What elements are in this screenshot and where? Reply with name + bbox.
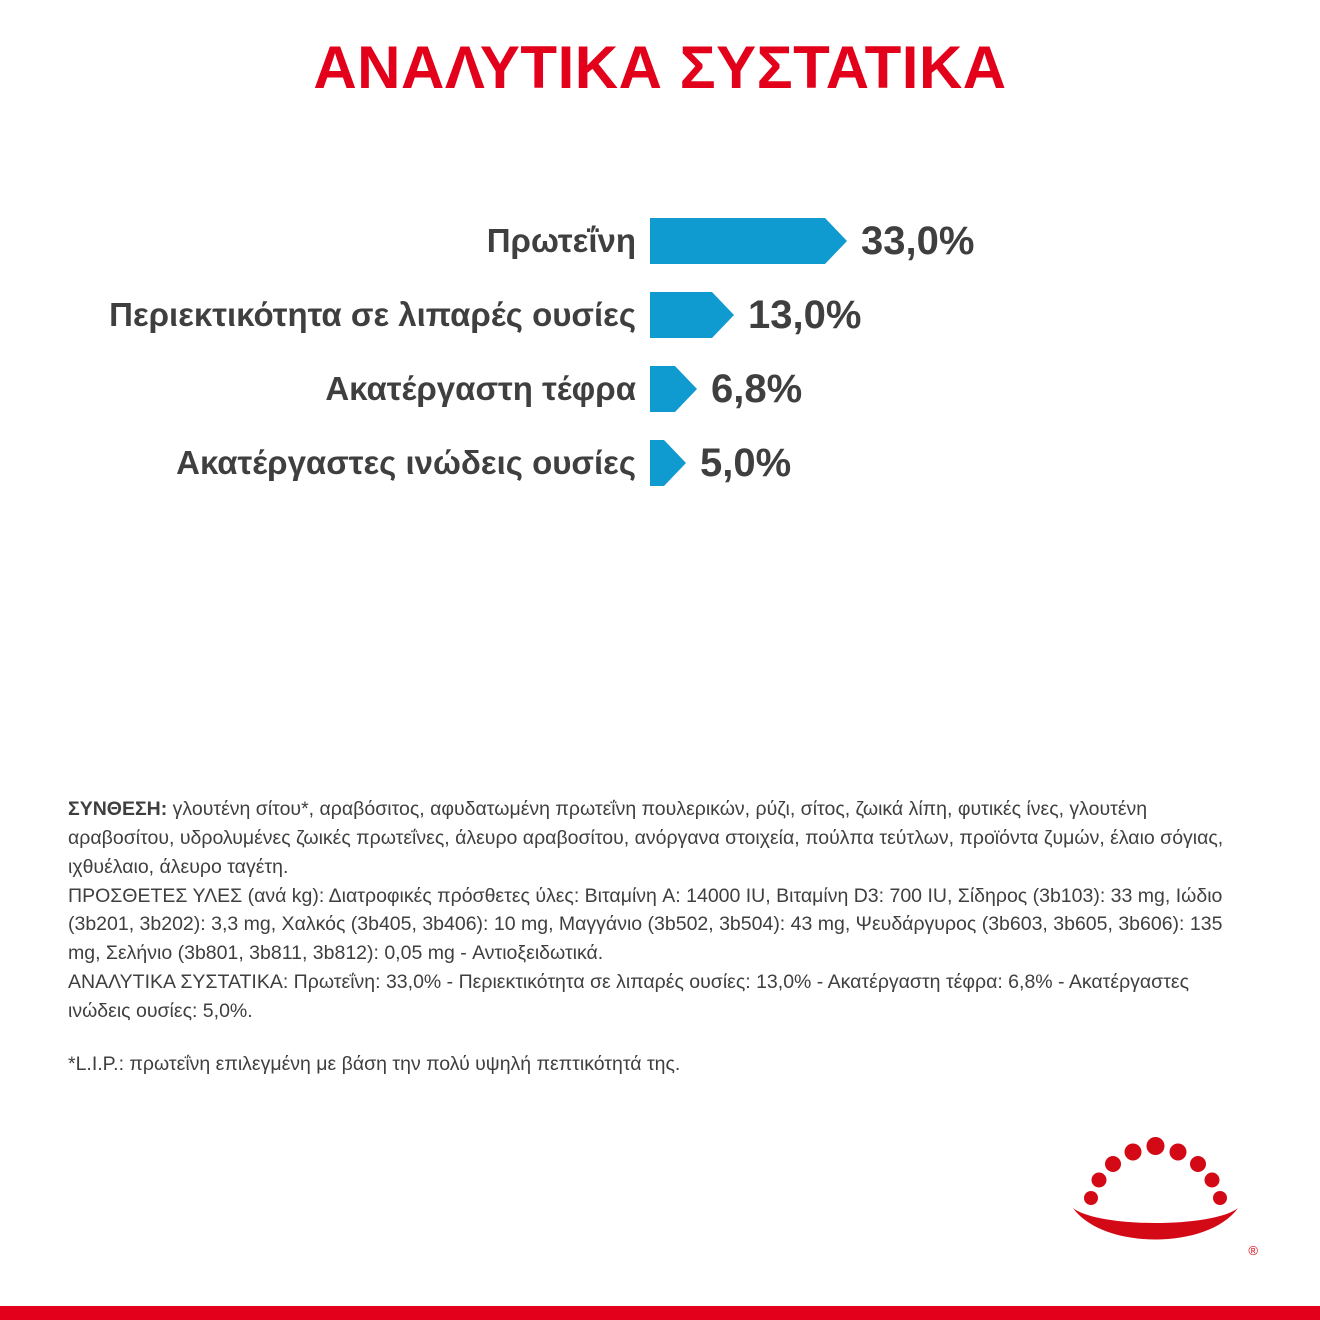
chart-row xyxy=(0,440,1320,486)
composition-ingredients-text: γλουτένη σίτου*, αραβόσιτος, αφυδατωμένη πρωτεΐνη πουλερικών, ρύζι, σίτος, ζωικά λίπη, φυτικές ίνες, γλουτένη αραβοσίτου, υδρολυμένες ζωικές πρωτεΐνες, άλευρο αραβοσίτου, ανόργανα στοιχεία, πούλπα τεύτλων, προϊόντα ζυμών, έλαιο σόγιας, ιχθυέλαιο, άλευρο ταγέτη. xyxy=(68,798,1224,878)
bottom-accent-bar xyxy=(0,1306,1320,1320)
chart-row xyxy=(0,366,1320,412)
analytical-constituents-chart xyxy=(0,218,1320,486)
chart-bar-value: 13,0% xyxy=(748,292,862,337)
chart-bar-wrap xyxy=(650,218,974,264)
composition-paragraph-ingredients xyxy=(68,795,1252,882)
registered-trademark-mark: ® xyxy=(1248,1243,1258,1258)
chart-row xyxy=(0,218,1320,264)
chart-bar-value: 33,0% xyxy=(861,218,975,263)
chart-bar-value: 6,8% xyxy=(711,366,803,411)
chart-bar xyxy=(650,292,712,338)
chart-bar xyxy=(650,218,825,264)
composition-paragraph-constituents: ΑΝΑΛΥΤΙΚΑ ΣΥΣΤΑΤΙΚΑ: Πρωτεΐνη: 33,0% - Περιεκτικότητα σε λιπαρές ουσίες: 13,0% - Ακατέργαστη τέφρα: 6,8% - Ακατέργαστες ινώδεις ουσίες: 5,0%. xyxy=(68,971,1190,1023)
chart-bar xyxy=(650,366,675,412)
composition-footnote: *L.I.P.: πρωτεΐνη επιλεγμένη με βάση την πολύ υψηλή πεπτικότητά της. xyxy=(68,1052,681,1075)
composition-paragraph-additives: ΠΡΟΣΘΕΤΕΣ ΥΛΕΣ (ανά kg): Διατροφικές πρόσθετες ύλες: Βιταμίνη A: 14000 IU, Βιταμίνη D3: 700 IU, Σίδηρος (3b103): 33 mg, Ιώδιο (3b201, 3b202): 3,3 mg, Χαλκός (3b405, 3b406): 10 mg, Μαγγάνιο (3b502, 3b504): 43 mg, Ψευδάργυρος (3b603, 3b605, 3b606): 135 mg, Σελήνιο (3b801, 3b811, 3b812): 0,05 mg - Αντιοξειδωτικά. xyxy=(68,884,1223,965)
page-title: ΑΝΑΛΥΤΙΚΑ ΣΥΣΤΑΤΙΚΑ xyxy=(313,34,1007,101)
composition-block xyxy=(68,795,1252,1079)
chart-row xyxy=(0,292,1320,338)
chart-bar-wrap xyxy=(650,440,791,486)
chart-bar-wrap xyxy=(650,366,802,412)
chart-bar xyxy=(650,440,664,486)
chart-row-label: Περιεκτικότητα σε λιπαρές ουσίες xyxy=(109,295,636,333)
chart-row-label: Πρωτεΐνη xyxy=(486,221,636,259)
royal-canin-logo xyxy=(1063,1128,1248,1248)
chart-row-label: Ακατέργαστη τέφρα xyxy=(325,369,636,407)
chart-bar-wrap xyxy=(650,292,861,338)
chart-row-label: Ακατέργαστες ινώδεις ουσίες xyxy=(176,443,636,481)
composition-lead: ΣΥΝΘΕΣΗ: xyxy=(68,798,168,820)
chart-bar-value: 5,0% xyxy=(700,440,792,485)
